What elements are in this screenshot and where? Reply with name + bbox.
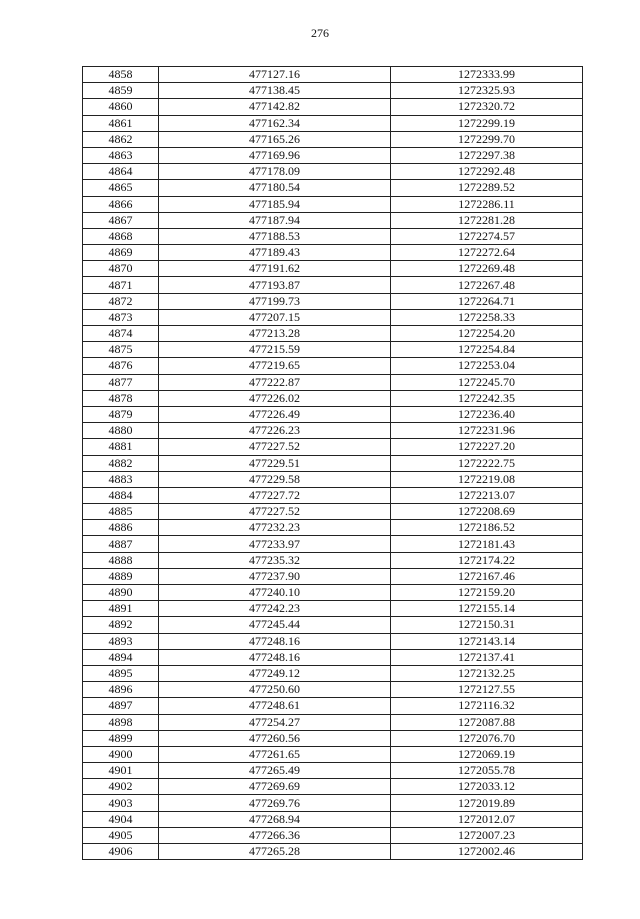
x-coordinate-cell: 477215.59 — [159, 342, 391, 358]
point-number-cell: 4891 — [83, 601, 159, 617]
table-row — [83, 374, 583, 390]
table-row — [83, 180, 583, 196]
y-coordinate-cell: 1272299.70 — [391, 131, 583, 147]
table-row — [83, 115, 583, 131]
table-row — [83, 212, 583, 228]
y-coordinate-cell: 1272012.07 — [391, 811, 583, 827]
x-coordinate-cell: 477268.94 — [159, 811, 391, 827]
y-coordinate-cell: 1272007.23 — [391, 827, 583, 843]
x-coordinate-cell: 477227.52 — [159, 439, 391, 455]
x-coordinate-cell: 477193.87 — [159, 277, 391, 293]
x-coordinate-cell: 477242.23 — [159, 601, 391, 617]
table-row — [83, 245, 583, 261]
table-row — [83, 99, 583, 115]
point-number-cell: 4896 — [83, 682, 159, 698]
table-row — [83, 147, 583, 163]
table-row — [83, 682, 583, 698]
point-number-cell: 4890 — [83, 585, 159, 601]
y-coordinate-cell: 1272033.12 — [391, 779, 583, 795]
table-row — [83, 665, 583, 681]
table-row — [83, 390, 583, 406]
y-coordinate-cell: 1272231.96 — [391, 423, 583, 439]
y-coordinate-cell: 1272286.11 — [391, 196, 583, 212]
x-coordinate-cell: 477199.73 — [159, 293, 391, 309]
y-coordinate-cell: 1272150.31 — [391, 617, 583, 633]
point-number-cell: 4879 — [83, 406, 159, 422]
table-row — [83, 228, 583, 244]
x-coordinate-cell: 477207.15 — [159, 309, 391, 325]
x-coordinate-cell: 477261.65 — [159, 746, 391, 762]
y-coordinate-cell: 1272254.84 — [391, 342, 583, 358]
y-coordinate-cell: 1272174.22 — [391, 552, 583, 568]
y-coordinate-cell: 1272320.72 — [391, 99, 583, 115]
point-number-cell: 4894 — [83, 649, 159, 665]
table-row — [83, 131, 583, 147]
point-number-cell: 4892 — [83, 617, 159, 633]
x-coordinate-cell: 477187.94 — [159, 212, 391, 228]
table-row — [83, 698, 583, 714]
table-row — [83, 795, 583, 811]
y-coordinate-cell: 1272258.33 — [391, 309, 583, 325]
point-number-cell: 4869 — [83, 245, 159, 261]
x-coordinate-cell: 477189.43 — [159, 245, 391, 261]
table-row — [83, 844, 583, 860]
point-number-cell: 4899 — [83, 730, 159, 746]
table-row — [83, 196, 583, 212]
point-number-cell: 4865 — [83, 180, 159, 196]
x-coordinate-cell: 477229.58 — [159, 471, 391, 487]
point-number-cell: 4859 — [83, 83, 159, 99]
table-row — [83, 471, 583, 487]
table-row — [83, 261, 583, 277]
point-number-cell: 4870 — [83, 261, 159, 277]
table-row — [83, 326, 583, 342]
x-coordinate-cell: 477260.56 — [159, 730, 391, 746]
y-coordinate-cell: 1272087.88 — [391, 714, 583, 730]
x-coordinate-cell: 477226.02 — [159, 390, 391, 406]
y-coordinate-cell: 1272222.75 — [391, 455, 583, 471]
x-coordinate-cell: 477219.65 — [159, 358, 391, 374]
point-number-cell: 4886 — [83, 520, 159, 536]
x-coordinate-cell: 477248.16 — [159, 633, 391, 649]
y-coordinate-cell: 1272274.57 — [391, 228, 583, 244]
table-row — [83, 520, 583, 536]
table-row — [83, 617, 583, 633]
y-coordinate-cell: 1272019.89 — [391, 795, 583, 811]
y-coordinate-cell: 1272325.93 — [391, 83, 583, 99]
x-coordinate-cell: 477226.49 — [159, 406, 391, 422]
point-number-cell: 4863 — [83, 147, 159, 163]
point-number-cell: 4906 — [83, 844, 159, 860]
y-coordinate-cell: 1272267.48 — [391, 277, 583, 293]
table-row — [83, 83, 583, 99]
x-coordinate-cell: 477165.26 — [159, 131, 391, 147]
point-number-cell: 4864 — [83, 164, 159, 180]
y-coordinate-cell: 1272159.20 — [391, 585, 583, 601]
y-coordinate-cell: 1272208.69 — [391, 504, 583, 520]
point-number-cell: 4868 — [83, 228, 159, 244]
y-coordinate-cell: 1272236.40 — [391, 406, 583, 422]
point-number-cell: 4895 — [83, 665, 159, 681]
x-coordinate-cell: 477240.10 — [159, 585, 391, 601]
table-row — [83, 649, 583, 665]
point-number-cell: 4883 — [83, 471, 159, 487]
x-coordinate-cell: 477249.12 — [159, 665, 391, 681]
point-number-cell: 4904 — [83, 811, 159, 827]
table-row — [83, 293, 583, 309]
table-row — [83, 552, 583, 568]
table-row — [83, 730, 583, 746]
y-coordinate-cell: 1272116.32 — [391, 698, 583, 714]
x-coordinate-cell: 477222.87 — [159, 374, 391, 390]
table-row — [83, 763, 583, 779]
point-number-cell: 4902 — [83, 779, 159, 795]
y-coordinate-cell: 1272181.43 — [391, 536, 583, 552]
x-coordinate-cell: 477185.94 — [159, 196, 391, 212]
y-coordinate-cell: 1272227.20 — [391, 439, 583, 455]
y-coordinate-cell: 1272245.70 — [391, 374, 583, 390]
point-number-cell: 4884 — [83, 487, 159, 503]
y-coordinate-cell: 1272253.04 — [391, 358, 583, 374]
y-coordinate-cell: 1272297.38 — [391, 147, 583, 163]
point-number-cell: 4877 — [83, 374, 159, 390]
y-coordinate-cell: 1272292.48 — [391, 164, 583, 180]
table-row — [83, 487, 583, 503]
point-number-cell: 4897 — [83, 698, 159, 714]
x-coordinate-cell: 477162.34 — [159, 115, 391, 131]
point-number-cell: 4880 — [83, 423, 159, 439]
point-number-cell: 4860 — [83, 99, 159, 115]
x-coordinate-cell: 477180.54 — [159, 180, 391, 196]
x-coordinate-cell: 477178.09 — [159, 164, 391, 180]
coordinates-table — [82, 66, 583, 860]
x-coordinate-cell: 477233.97 — [159, 536, 391, 552]
y-coordinate-cell: 1272076.70 — [391, 730, 583, 746]
coordinates-table-body — [83, 67, 583, 860]
x-coordinate-cell: 477265.28 — [159, 844, 391, 860]
table-row — [83, 67, 583, 83]
table-row — [83, 406, 583, 422]
point-number-cell: 4898 — [83, 714, 159, 730]
x-coordinate-cell: 477248.61 — [159, 698, 391, 714]
point-number-cell: 4867 — [83, 212, 159, 228]
table-row — [83, 164, 583, 180]
y-coordinate-cell: 1272272.64 — [391, 245, 583, 261]
table-row — [83, 455, 583, 471]
y-coordinate-cell: 1272186.52 — [391, 520, 583, 536]
point-number-cell: 4900 — [83, 746, 159, 762]
y-coordinate-cell: 1272132.25 — [391, 665, 583, 681]
point-number-cell: 4889 — [83, 568, 159, 584]
table-row — [83, 811, 583, 827]
table-row — [83, 358, 583, 374]
point-number-cell: 4862 — [83, 131, 159, 147]
point-number-cell: 4901 — [83, 763, 159, 779]
y-coordinate-cell: 1272069.19 — [391, 746, 583, 762]
point-number-cell: 4887 — [83, 536, 159, 552]
point-number-cell: 4866 — [83, 196, 159, 212]
y-coordinate-cell: 1272137.41 — [391, 649, 583, 665]
x-coordinate-cell: 477188.53 — [159, 228, 391, 244]
table-row — [83, 827, 583, 843]
x-coordinate-cell: 477138.45 — [159, 83, 391, 99]
x-coordinate-cell: 477269.69 — [159, 779, 391, 795]
y-coordinate-cell: 1272289.52 — [391, 180, 583, 196]
y-coordinate-cell: 1272055.78 — [391, 763, 583, 779]
point-number-cell: 4861 — [83, 115, 159, 131]
table-row — [83, 342, 583, 358]
x-coordinate-cell: 477248.16 — [159, 649, 391, 665]
table-row — [83, 585, 583, 601]
x-coordinate-cell: 477226.23 — [159, 423, 391, 439]
y-coordinate-cell: 1272269.48 — [391, 261, 583, 277]
x-coordinate-cell: 477250.60 — [159, 682, 391, 698]
x-coordinate-cell: 477213.28 — [159, 326, 391, 342]
y-coordinate-cell: 1272264.71 — [391, 293, 583, 309]
y-coordinate-cell: 1272002.46 — [391, 844, 583, 860]
point-number-cell: 4881 — [83, 439, 159, 455]
y-coordinate-cell: 1272143.14 — [391, 633, 583, 649]
x-coordinate-cell: 477245.44 — [159, 617, 391, 633]
point-number-cell: 4885 — [83, 504, 159, 520]
point-number-cell: 4893 — [83, 633, 159, 649]
table-row — [83, 633, 583, 649]
table-row — [83, 536, 583, 552]
table-row — [83, 504, 583, 520]
page-number: 276 — [311, 26, 329, 40]
point-number-cell: 4888 — [83, 552, 159, 568]
point-number-cell: 4905 — [83, 827, 159, 843]
x-coordinate-cell: 477227.52 — [159, 504, 391, 520]
table-row — [83, 746, 583, 762]
x-coordinate-cell: 477169.96 — [159, 147, 391, 163]
y-coordinate-cell: 1272281.28 — [391, 212, 583, 228]
x-coordinate-cell: 477232.23 — [159, 520, 391, 536]
table-row — [83, 309, 583, 325]
point-number-cell: 4858 — [83, 67, 159, 83]
y-coordinate-cell: 1272167.46 — [391, 568, 583, 584]
table-row — [83, 601, 583, 617]
y-coordinate-cell: 1272213.07 — [391, 487, 583, 503]
x-coordinate-cell: 477227.72 — [159, 487, 391, 503]
point-number-cell: 4873 — [83, 309, 159, 325]
point-number-cell: 4903 — [83, 795, 159, 811]
table-row — [83, 779, 583, 795]
y-coordinate-cell: 1272219.08 — [391, 471, 583, 487]
y-coordinate-cell: 1272299.19 — [391, 115, 583, 131]
x-coordinate-cell: 477254.27 — [159, 714, 391, 730]
table-row — [83, 423, 583, 439]
x-coordinate-cell: 477265.49 — [159, 763, 391, 779]
point-number-cell: 4871 — [83, 277, 159, 293]
point-number-cell: 4875 — [83, 342, 159, 358]
y-coordinate-cell: 1272242.35 — [391, 390, 583, 406]
x-coordinate-cell: 477235.32 — [159, 552, 391, 568]
point-number-cell: 4874 — [83, 326, 159, 342]
x-coordinate-cell: 477269.76 — [159, 795, 391, 811]
table-row — [83, 439, 583, 455]
point-number-cell: 4882 — [83, 455, 159, 471]
y-coordinate-cell: 1272155.14 — [391, 601, 583, 617]
y-coordinate-cell: 1272127.55 — [391, 682, 583, 698]
point-number-cell: 4872 — [83, 293, 159, 309]
table-row — [83, 568, 583, 584]
x-coordinate-cell: 477237.90 — [159, 568, 391, 584]
x-coordinate-cell: 477229.51 — [159, 455, 391, 471]
x-coordinate-cell: 477266.36 — [159, 827, 391, 843]
y-coordinate-cell: 1272254.20 — [391, 326, 583, 342]
point-number-cell: 4876 — [83, 358, 159, 374]
x-coordinate-cell: 477142.82 — [159, 99, 391, 115]
point-number-cell: 4878 — [83, 390, 159, 406]
x-coordinate-cell: 477127.16 — [159, 67, 391, 83]
x-coordinate-cell: 477191.62 — [159, 261, 391, 277]
table-row — [83, 277, 583, 293]
table-row — [83, 714, 583, 730]
y-coordinate-cell: 1272333.99 — [391, 67, 583, 83]
